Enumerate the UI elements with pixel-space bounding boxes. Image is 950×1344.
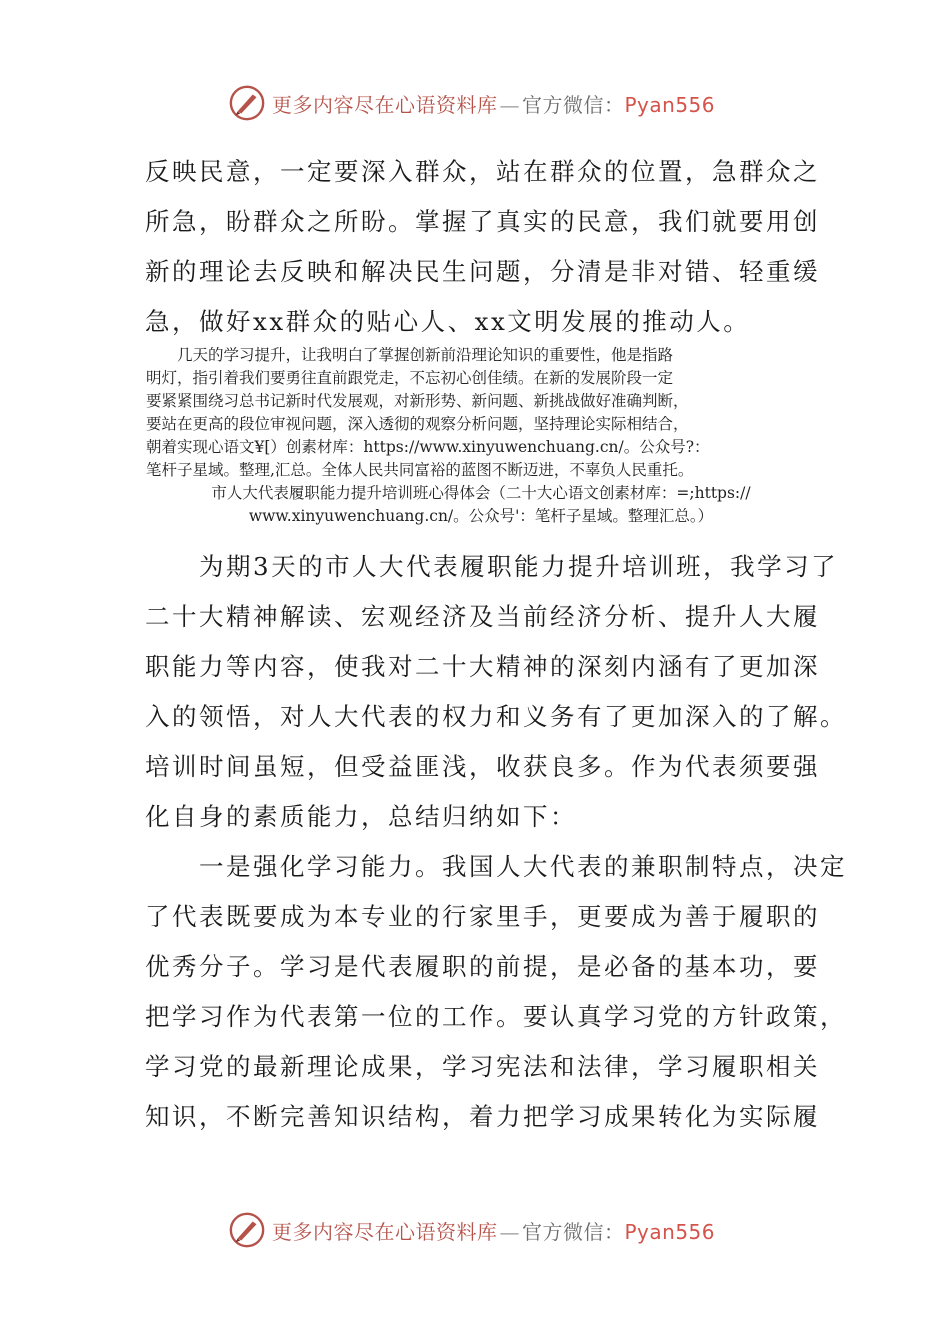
small-text-line: 明灯，指引着我们要勇往直前跟党走，不忘初心创佳绩。在新的发展阶段一定: [146, 369, 674, 387]
text-line: 学习党的最新理论成果，学习宪法和法律，学习履职相关: [145, 1052, 820, 1081]
footer-wechat-id: Pyan556: [624, 1219, 716, 1244]
text-line: 职能力等内容，使我对二十大精神的深刻内涵有了更加深: [145, 652, 820, 681]
paragraph-block-2: [145, 542, 847, 1142]
text-line: 入的领悟，对人大代表的权力和义务有了更加深入的了解。: [145, 702, 847, 731]
footer-separator: —: [499, 1219, 520, 1244]
footer-brand: 更多内容尽在心语资料库: [272, 1219, 498, 1244]
text-line: 所急，盼群众之所盼。掌握了真实的民意，我们就要用创: [145, 207, 820, 236]
text-line: 一是强化学习能力。我国人大代表的兼职制特点，决定: [145, 852, 847, 881]
header-brand: 更多内容尽在心语资料库: [272, 92, 498, 117]
text-line: 培训时间虽短，但受益匪浅，收获良多。作为代表须要强: [145, 752, 820, 781]
small-text-line: 要站在更高的段位审视问题，深入透彻的观察分析问题，坚持理论实际相结合，: [146, 415, 689, 433]
paragraph-block-1: [145, 147, 820, 347]
text-line: 把学习作为代表第一位的工作。要认真学习党的方针政策，: [145, 1002, 847, 1031]
text-line: 优秀分子。学习是代表履职的前提，是必备的基本功，要: [145, 952, 820, 981]
pen-logo-icon: [228, 1211, 266, 1249]
small-text-line: 笔杆子星域。整理,汇总。全体人民共同富裕的蓝图不断迈进，不辜负人民重托。: [146, 461, 694, 479]
header-wechat-label: 官方微信：: [522, 92, 625, 117]
pen-logo-icon: [228, 84, 266, 122]
text-line: 了代表既要成为本专业的行家里手，更要成为善于履职的: [145, 902, 820, 931]
text-line: 二十大精神解读、宏观经济及当前经济分析、提升人大履: [145, 602, 820, 631]
page-header-watermark: [228, 82, 748, 124]
page-footer-watermark: [228, 1209, 748, 1251]
text-line: 急，做好xx群众的贴心人、xx文明发展的推动人。: [145, 307, 751, 336]
text-line: 化自身的素质能力，总结归纳如下：: [145, 802, 577, 831]
small-text-line: 几天的学习提升，让我明白了掌握创新前沿理论知识的重要性，他是指路: [146, 346, 674, 364]
footer-brand-text: [272, 1216, 715, 1245]
article-title-line: 市人大代表履职能力提升培训班心得体会（二十大心语文创素材库：=;https://: [211, 484, 751, 502]
small-print-paragraph: [146, 344, 816, 528]
text-line: 新的理论去反映和解决民生问题，分清是非对错、轻重缓: [145, 257, 820, 286]
header-wechat-id: Pyan556: [624, 92, 716, 117]
small-text-line: 朝着实现心语文¥[）创素材库：https://www.xinyuwenchuang.cn/。公众号?：: [146, 438, 710, 456]
header-separator: —: [499, 92, 520, 117]
text-line: 知识，不断完善知识结构，着力把学习成果转化为实际履: [145, 1102, 820, 1131]
footer-wechat-label: 官方微信：: [522, 1219, 625, 1244]
article-title-line: www.xinyuwenchuang.cn/。公众号'：笔杆子星域。整理汇总。）: [248, 507, 714, 525]
header-brand-text: [272, 89, 715, 118]
text-line: 反映民意，一定要深入群众，站在群众的位置，急群众之: [145, 157, 820, 186]
small-text-line: 要紧紧围绕习总书记新时代发展观，对新形势、新问题、新挑战做好准确判断，: [146, 392, 689, 410]
text-line: 为期3天的市人大代表履职能力提升培训班，我学习了: [145, 552, 839, 581]
